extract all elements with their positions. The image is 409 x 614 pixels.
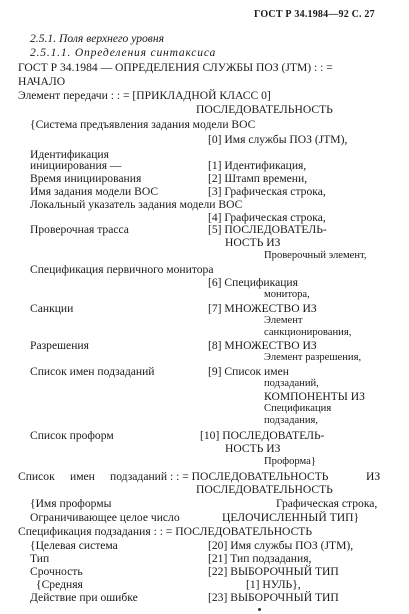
field-type-cont: КОМПОНЕНТЫ ИЗ	[264, 390, 365, 403]
text-line: подзаданий : : = ПОСЛЕДОВАТЕЛЬНОСТЬ	[110, 470, 329, 483]
field-type-cont: НОСТЬ ИЗ	[225, 442, 281, 455]
section-heading-2-5-1-1: 2.5.1.1. Определения синтаксиса	[30, 46, 217, 59]
text-line: ПОСЛЕДОВАТЕЛЬНОСТЬ	[196, 103, 333, 116]
text-line: {Система предъявления задания модели ВОС	[30, 118, 256, 131]
text-line: НАЧАЛО	[18, 75, 66, 88]
field-name: Разрешения	[30, 339, 89, 352]
text-line: ГОСТ Р 34.1984 — ОПРЕДЕЛЕНИЯ СЛУЖБЫ ПОЗ (JTM) : : =	[18, 61, 333, 74]
field-name: Список проформ	[30, 429, 114, 442]
field-type: [9] Список имен	[208, 365, 289, 378]
text-line: ИЗ	[366, 470, 381, 483]
field-type-cont: Элемент разрешения,	[264, 352, 362, 363]
field-name: Локальный указатель задания модели ВОС	[30, 198, 243, 211]
field-type: [4] Графическая строка,	[208, 211, 326, 224]
field-type: [2] Штамп времени,	[208, 172, 308, 185]
text-line: Элемент передачи : : = [ПРИКЛАДНОЙ КЛАСС 0]	[18, 89, 271, 102]
field-name: Спецификация первичного монитора	[30, 263, 214, 276]
field-name: {Имя проформы	[30, 497, 112, 510]
field-type-cont: монитора,	[264, 289, 310, 300]
field-name: {Целевая система	[30, 539, 118, 552]
field-name: Срочность	[30, 565, 83, 578]
field-type: [6] Спецификация	[208, 276, 298, 289]
field-name: Время инициирования	[30, 172, 142, 185]
field-type-cont: Проверочный элемент,	[264, 250, 367, 261]
field-type-cont: Спецификация	[264, 403, 332, 414]
field-name: Действие при ошибке	[30, 591, 138, 604]
text-line: [0] Имя службы ПОЗ (JTM),	[208, 133, 348, 146]
field-name: Тип	[30, 552, 50, 565]
field-type: [8] МНОЖЕСТВО ИЗ	[208, 339, 317, 352]
text-line: Список	[18, 470, 55, 483]
field-name: {Средняя	[36, 578, 83, 591]
field-name: Ограничивающее целое число	[30, 511, 180, 524]
field-type: [1] Идентификация,	[208, 159, 307, 172]
field-name: Проверочная трасса	[30, 223, 129, 236]
running-title: ГОСТ Р 34.1984—92 С. 27	[254, 9, 375, 20]
field-type-cont: Проформа}	[264, 456, 316, 467]
field-type-cont: Элемент	[264, 315, 303, 326]
field-type-cont: НОСТЬ ИЗ	[225, 236, 281, 249]
field-type-cont: подзадания,	[264, 415, 319, 426]
field-type: [7] МНОЖЕСТВО ИЗ	[208, 302, 317, 315]
field-name: инициирования —	[30, 159, 122, 172]
field-type: [21] Тип подзадания,	[208, 552, 312, 565]
field-type: [3] Графическая строка,	[208, 185, 326, 198]
field-name: Идентификация	[30, 148, 109, 161]
field-type: [20] Имя службы ПОЗ (JTM),	[208, 539, 354, 552]
field-type: [22] ВЫБОРОЧНЫЙ ТИП	[208, 565, 339, 578]
field-type-cont: подзаданий,	[264, 378, 319, 389]
field-type: [1] НУЛЬ},	[246, 578, 301, 591]
field-name: Санкции	[30, 302, 74, 315]
field-type-cont: санкционирования,	[264, 327, 352, 338]
field-type: [5] ПОСЛЕДОВАТЕЛЬ-	[208, 223, 327, 236]
field-type: [10] ПОСЛЕДОВАТЕЛЬ-	[200, 429, 325, 442]
text-line: ПОСЛЕДОВАТЕЛЬНОСТЬ	[196, 483, 333, 496]
field-name: Список имен подзаданий	[30, 365, 155, 378]
print-speck	[258, 608, 261, 611]
field-type: Графическая строка,	[276, 497, 378, 510]
text-line: Спецификация подзадания : : = ПОСЛЕДОВАТЕЛЬНОСТЬ	[18, 525, 313, 538]
field-name: Имя задания модели ВОС	[30, 185, 159, 198]
section-heading-2-5-1: 2.5.1. Поля верхнего уровня	[30, 32, 164, 45]
text-line: имен	[70, 470, 95, 483]
field-type: [23] ВЫБОРОЧНЫЙ ТИП	[208, 591, 339, 604]
field-type: ЦЕЛОЧИСЛЕННЫЙ ТИП}	[222, 511, 360, 524]
